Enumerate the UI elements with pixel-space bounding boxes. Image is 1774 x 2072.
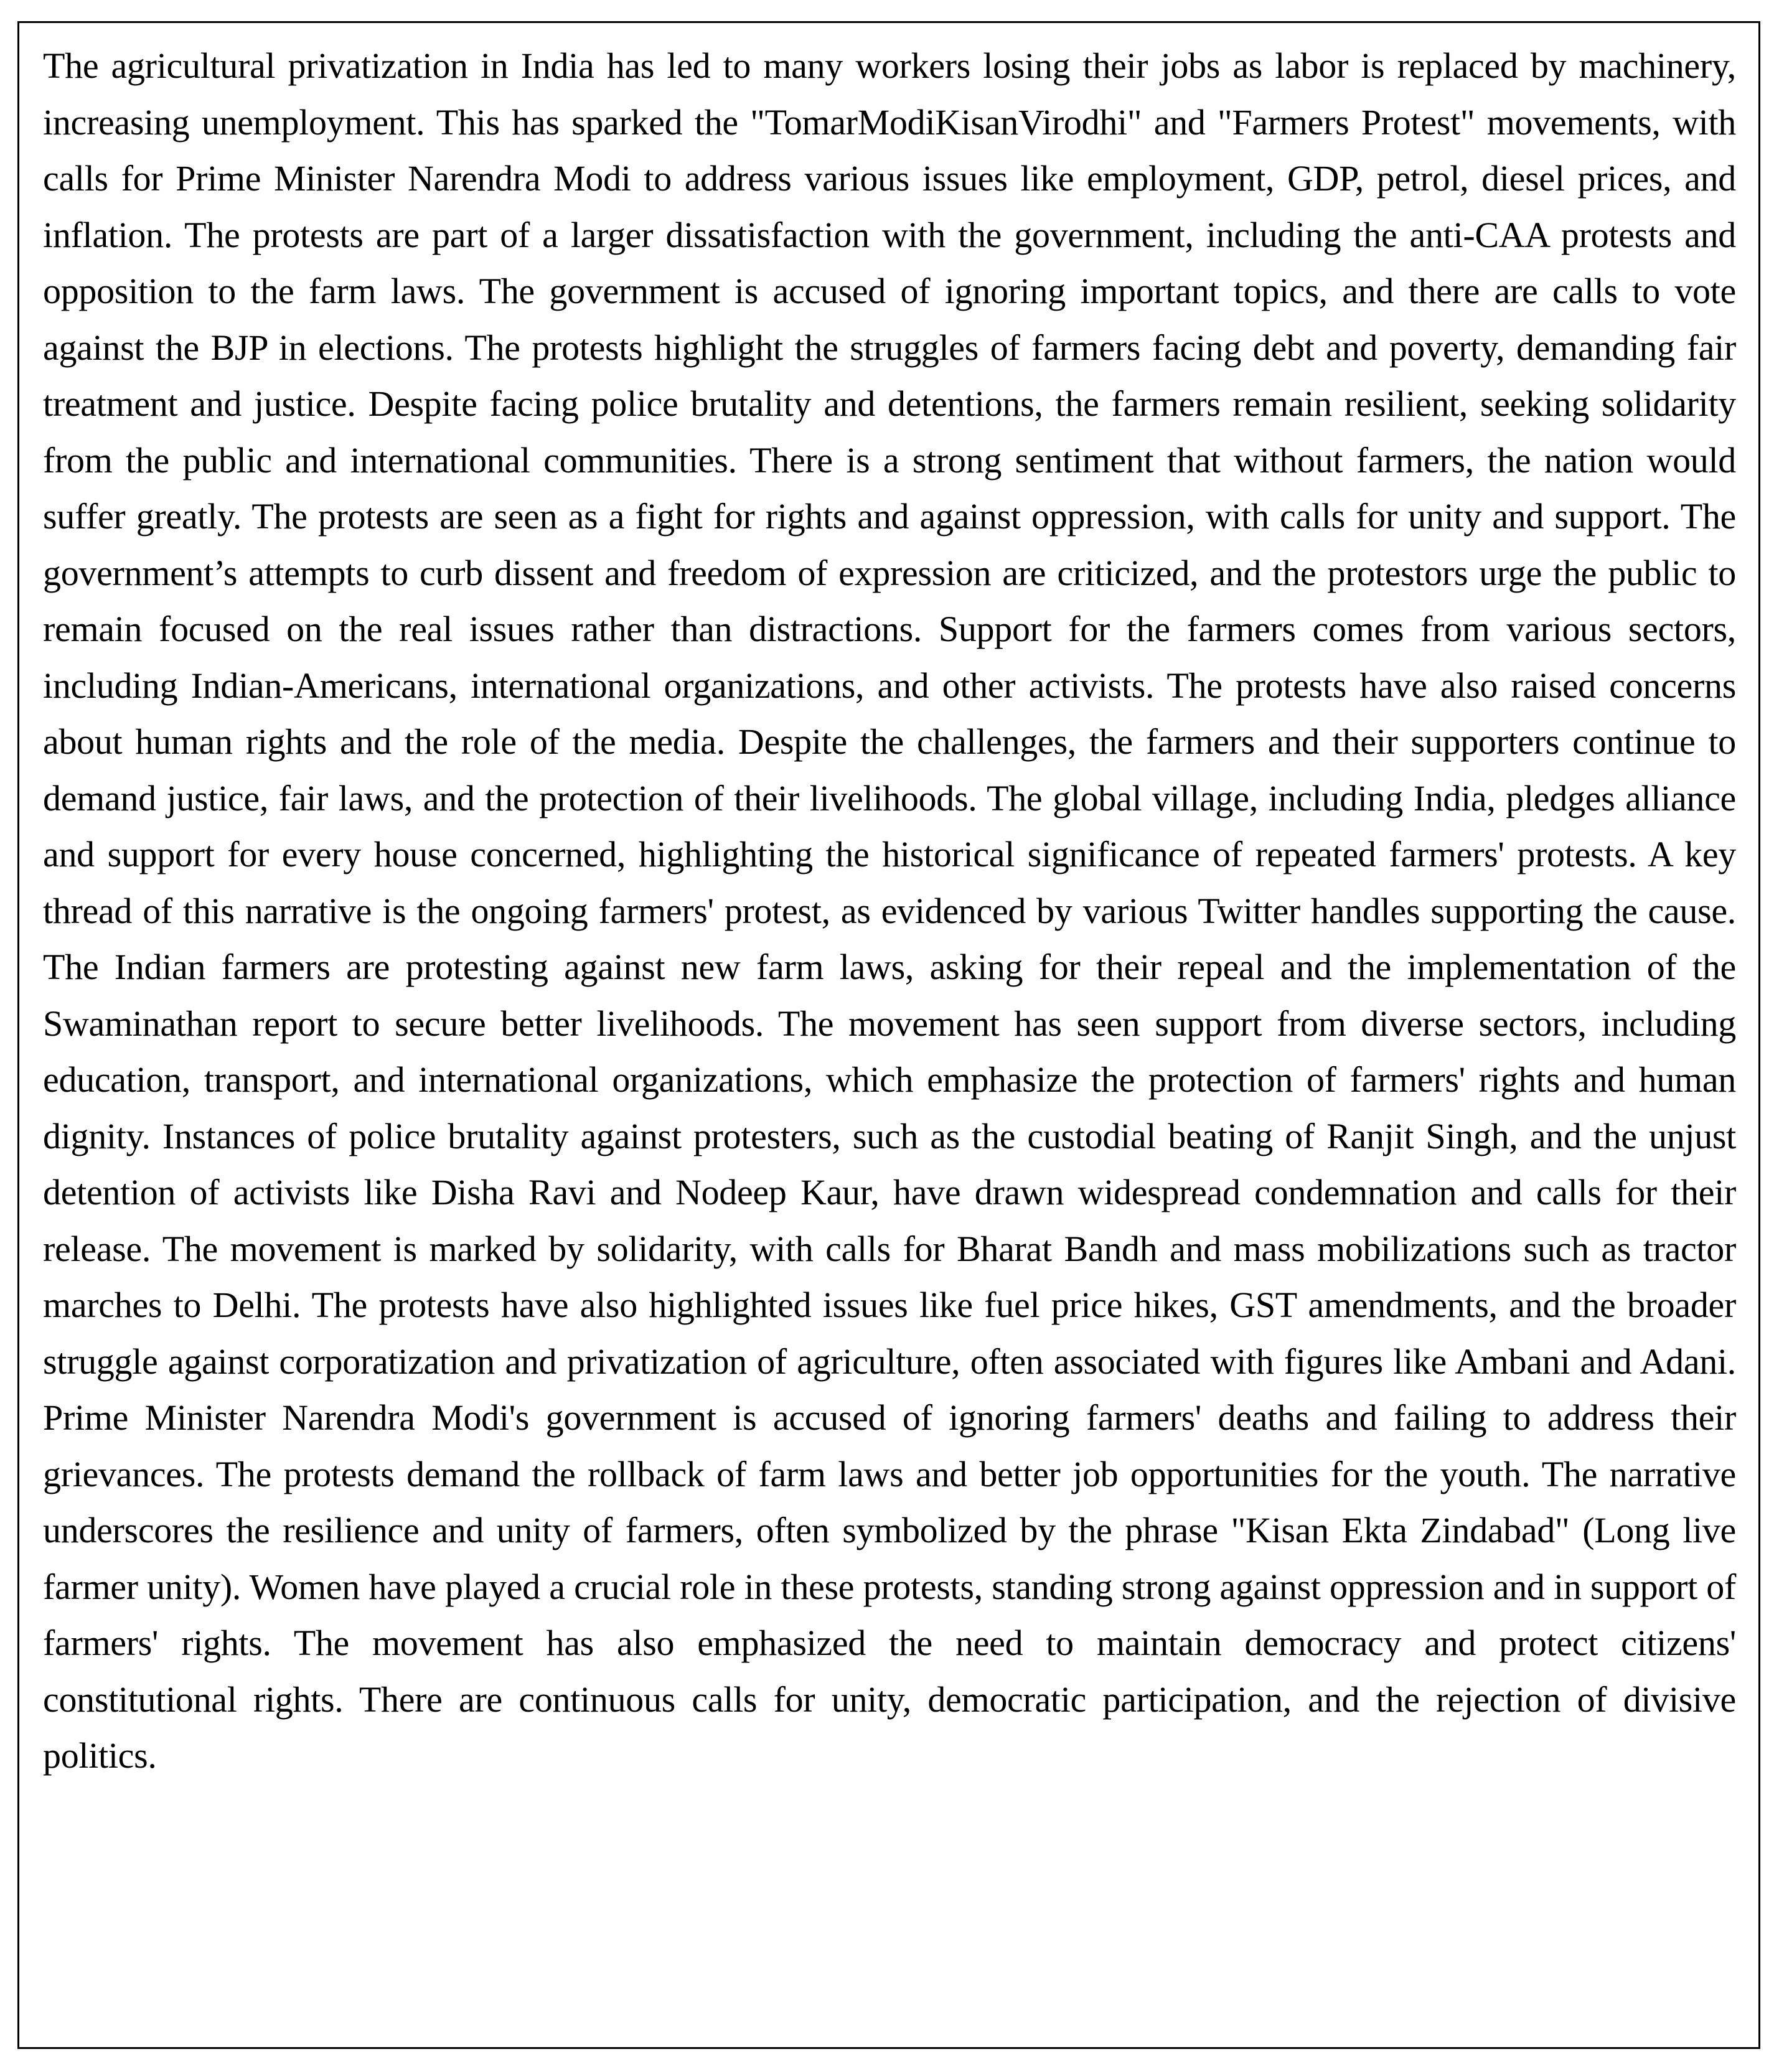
document-frame	[17, 21, 1760, 2049]
summary-paragraph: The agricultural privatization in India has led to many workers losing their jobs as labor is replaced by machinery, increasing unemployment. This has sparked the "TomarModiKisanVirodhi" and "Farmers Protest" movements, with calls for Prime Minister Narendra Modi to address various issues like employment, GDP, petrol, diesel prices, and inflation. The protests are part of a larger dissatisfaction with the government, including the anti-CAA protests and opposition to the farm laws. The government is accused of ignoring important topics, and there are calls to vote against the BJP in elections. The protests highlight the struggles of farmers facing debt and poverty, demanding fair treatment and justice. Despite facing police brutality and detentions, the farmers remain resilient, seeking solidarity from the public and international communities. There is a strong sentiment that without farmers, the nation would suffer greatly. The protests are seen as a fight for rights and against oppression, with calls for unity and support. The government’s attempts to curb dissent and freedom of expression are criticized, and the protestors urge the public to remain focused on the real issues rather than distractions. Support for the farmers comes from various sectors, including Indian-Americans, international organizations, and other activists. The protests have also raised concerns about human rights and the role of the media. Despite the challenges, the farmers and their supporters continue to demand justice, fair laws, and the protection of their livelihoods. The global village, including India, pledges alliance and support for every house concerned, highlighting the historical significance of repeated farmers' protests. A key thread of this narrative is the ongoing farmers' protest, as evidenced by various Twitter handles supporting the cause. The Indian farmers are protesting against new farm laws, asking for their repeal and the implementation of the Swaminathan report to secure better livelihoods. The movement has seen support from diverse sectors, including education, transport, and international organizations, which emphasize the protection of farmers' rights and human dignity. Instances of police brutality against protesters, such as the custodial beating of Ranjit Singh, and the unjust detention of activists like Disha Ravi and Nodeep Kaur, have drawn widespread condemnation and calls for their release. The movement is marked by solidarity, with calls for Bharat Bandh and mass mobilizations such as tractor marches to Delhi. The protests have also highlighted issues like fuel price hikes, GST amendments, and the broader struggle against corporatization and privatization of agriculture, often associated with figures like Ambani and Adani. Prime Minister Narendra Modi's government is accused of ignoring farmers' deaths and failing to address their grievances. The protests demand the rollback of farm laws and better job opportunities for the youth. The narrative underscores the resilience and unity of farmers, often symbolized by the phrase "Kisan Ekta Zindabad" (Long live farmer unity). Women have played a crucial role in these protests, standing strong against oppression and in support of farmers' rights. The movement has also emphasized the need to maintain democracy and protect citizens' constitutional rights. There are continuous calls for unity, democratic participation, and the rejection of divisive politics.	[43, 45, 1736, 1776]
